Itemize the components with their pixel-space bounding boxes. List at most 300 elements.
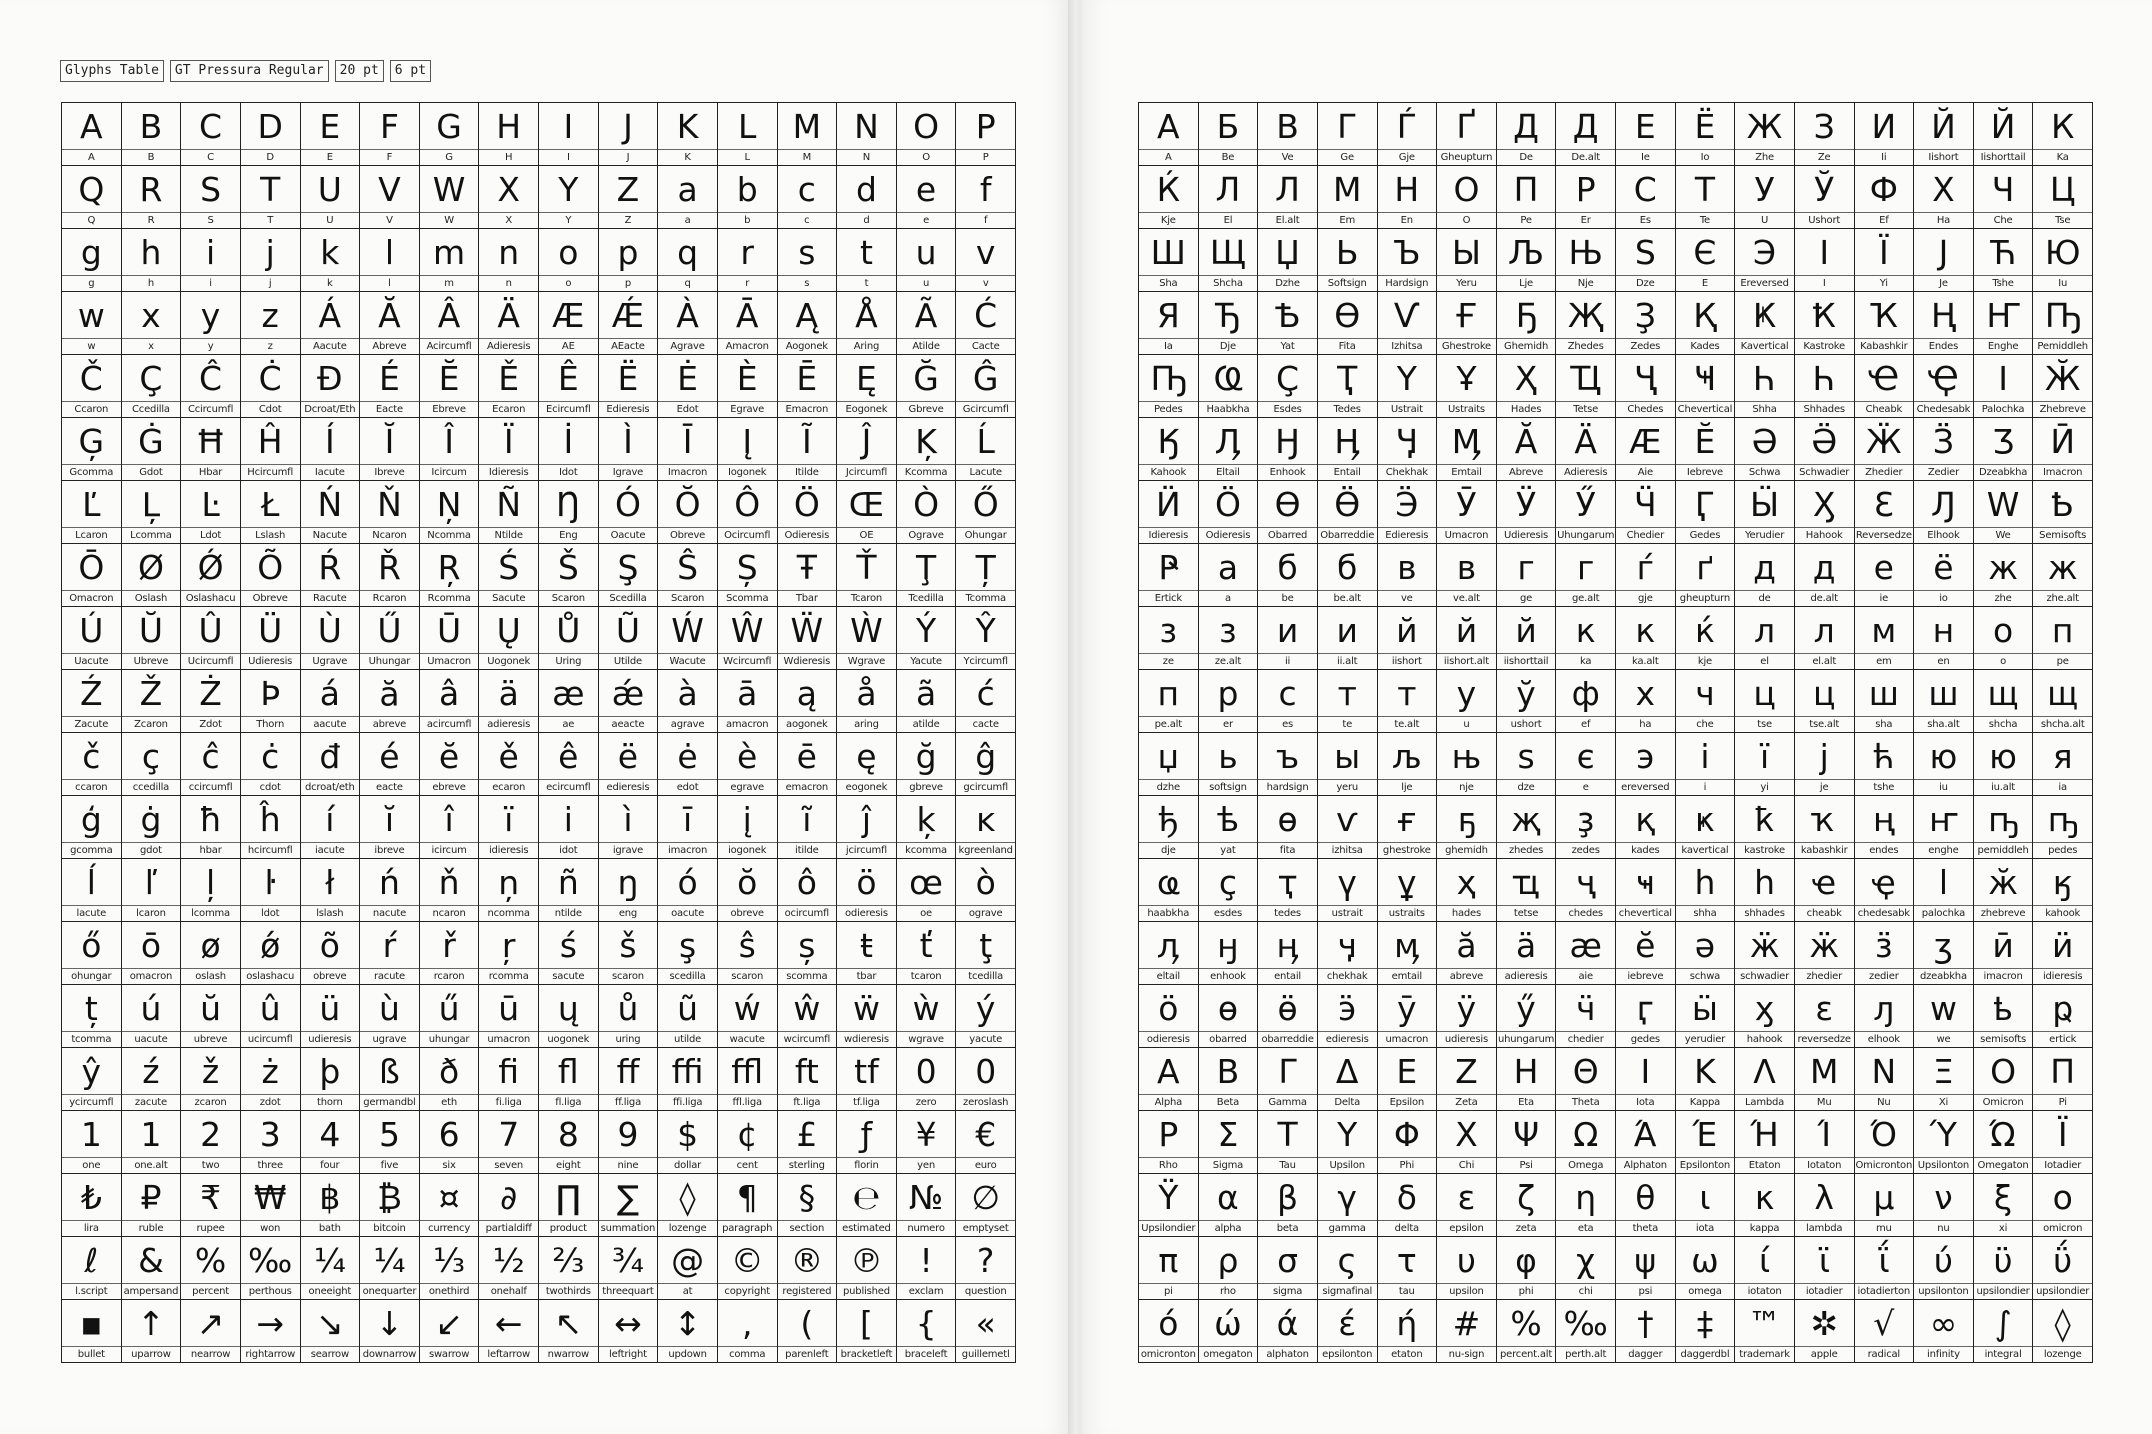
glyph-cell xyxy=(1497,1300,1557,1363)
glyph-char: Ų xyxy=(479,607,538,654)
glyph-char: Ā xyxy=(718,292,777,339)
glyph-cell xyxy=(1735,796,1795,859)
glyph-name: Gcircumfl xyxy=(962,403,1009,415)
glyph-cell xyxy=(1616,1111,1676,1174)
glyph-name: omacron xyxy=(129,970,173,982)
glyph-char: 5 xyxy=(360,1111,419,1158)
glyph-name: Scaron xyxy=(671,592,705,604)
glyph-name: pe xyxy=(2056,655,2069,667)
glyph-cell xyxy=(122,1237,182,1300)
glyph-cell xyxy=(1258,103,1318,166)
glyph-cell xyxy=(718,1237,778,1300)
glyph-char: ή xyxy=(1378,1300,1437,1347)
glyph-cell xyxy=(658,229,718,292)
glyph-name: chi xyxy=(1578,1285,1593,1297)
glyph-char: ψ xyxy=(1616,1237,1675,1284)
glyph-cell xyxy=(778,607,838,670)
glyph-char: ↗ xyxy=(181,1300,240,1347)
glyph-char: Ŀ xyxy=(181,481,240,528)
glyph-cell xyxy=(1437,733,1497,796)
glyph-char: п xyxy=(1139,670,1198,717)
glyph-cell xyxy=(718,229,778,292)
glyph-cell xyxy=(1914,1048,1974,1111)
glyph-char: Ĕ xyxy=(420,355,479,402)
glyph-name: oslashacu xyxy=(246,970,295,982)
glyph-name: Odieresis xyxy=(784,529,830,541)
glyph-name: percent xyxy=(192,1285,230,1297)
glyph-char: ά xyxy=(1258,1300,1317,1347)
glyph-name: Tcaron xyxy=(850,592,883,604)
glyph-name: haabkha xyxy=(1147,907,1190,919)
glyph-name: be xyxy=(1281,592,1294,604)
glyph-char: Ç xyxy=(122,355,181,402)
glyph-name: E xyxy=(326,151,333,163)
glyph-cell xyxy=(778,292,838,355)
glyph-name: Hahook xyxy=(1805,529,1843,541)
glyph-cell xyxy=(1199,544,1259,607)
glyph-name: Softsign xyxy=(1327,277,1367,289)
glyph-cell xyxy=(897,1300,957,1363)
glyph-cell xyxy=(181,1174,241,1237)
glyph-char: ǿ xyxy=(241,922,300,969)
glyph-name: U xyxy=(326,214,334,226)
glyph-name: e xyxy=(923,214,930,226)
glyph-cell xyxy=(1139,733,1199,796)
glyph-char: ў xyxy=(1497,670,1556,717)
glyph-char: C xyxy=(181,103,240,150)
glyph-name: partialdiff xyxy=(485,1222,532,1234)
glyph-name: chekhak xyxy=(1326,970,1368,982)
glyph-name: Tcedilla xyxy=(908,592,944,604)
glyph-name: aeacte xyxy=(611,718,645,730)
glyph-name: Enghe xyxy=(1987,340,2019,352)
glyph-cell xyxy=(181,733,241,796)
glyph-cell xyxy=(956,229,1016,292)
glyph-char: ft xyxy=(778,1048,837,1095)
glyph-char: W xyxy=(420,166,479,213)
glyph-name: Xi xyxy=(1938,1096,1949,1108)
glyph-name: uparrow xyxy=(131,1348,171,1360)
glyph-cell xyxy=(1437,859,1497,922)
glyph-name: Zhebreve xyxy=(2039,403,2086,415)
glyph-char: в xyxy=(1437,544,1496,591)
glyph-cell xyxy=(599,166,659,229)
glyph-cell xyxy=(301,796,361,859)
glyph-cell xyxy=(360,1300,420,1363)
glyph-cell xyxy=(1437,1237,1497,1300)
glyph-name: Zacute xyxy=(74,718,109,730)
glyph-char: Љ xyxy=(1497,229,1556,276)
glyph-name: Cheabk xyxy=(1865,403,1903,415)
glyph-name: psi xyxy=(1638,1285,1653,1297)
glyph-char: ŵ xyxy=(778,985,837,1032)
glyph-name: O xyxy=(922,151,930,163)
glyph-name: Iotadier xyxy=(2044,1159,2082,1171)
glyph-char: s xyxy=(778,229,837,276)
glyph-char: √ xyxy=(1855,1300,1914,1347)
glyph-cell xyxy=(1676,418,1736,481)
glyph-char: 0 xyxy=(956,1048,1015,1095)
glyph-name: sigma xyxy=(1272,1285,1303,1297)
glyph-cell xyxy=(956,796,1016,859)
glyph-char: 1 xyxy=(122,1111,181,1158)
glyph-cell xyxy=(1139,985,1199,1048)
glyph-char: Ě xyxy=(479,355,538,402)
glyph-cell xyxy=(241,1300,301,1363)
glyph-cell xyxy=(301,292,361,355)
glyph-cell xyxy=(420,166,480,229)
glyph-cell xyxy=(360,355,420,418)
glyph-name: Chi xyxy=(1458,1159,1475,1171)
glyph-cell xyxy=(1616,166,1676,229)
glyph-char: Ӊ xyxy=(1318,418,1377,465)
glyph-char: Ђ xyxy=(1199,292,1258,339)
glyph-name: ubreve xyxy=(193,1033,228,1045)
glyph-name: Yerudier xyxy=(1744,529,1785,541)
glyph-cell xyxy=(1974,859,2034,922)
glyph-char: в xyxy=(1378,544,1437,591)
glyph-cell xyxy=(1378,544,1438,607)
glyph-cell xyxy=(1616,1300,1676,1363)
glyph-name: Edieresis xyxy=(1385,529,1429,541)
glyph-name: Ncomma xyxy=(427,529,471,541)
glyph-char: ฿ xyxy=(301,1174,360,1221)
glyph-char: æ xyxy=(539,670,598,717)
glyph-cell xyxy=(420,796,480,859)
glyph-name: Chedes xyxy=(1627,403,1664,415)
glyph-cell xyxy=(62,544,122,607)
glyph-cell xyxy=(1974,418,2034,481)
glyph-cell xyxy=(1378,481,1438,544)
glyph-char: Ӏ xyxy=(1974,355,2033,402)
glyph-char: ҹ xyxy=(1616,859,1675,906)
glyph-name: Ha xyxy=(1936,214,1951,226)
glyph-char: Υ xyxy=(1318,1111,1377,1158)
glyph-name: mu xyxy=(1875,1222,1892,1234)
glyph-char: Ρ xyxy=(1139,1111,1198,1158)
glyph-name: lacute xyxy=(76,907,107,919)
glyph-name: dagger xyxy=(1628,1348,1663,1360)
glyph-name: Scaron xyxy=(551,592,585,604)
glyph-char: % xyxy=(181,1237,240,1284)
glyph-name: ghestroke xyxy=(1382,844,1431,856)
glyph-cell xyxy=(1735,292,1795,355)
glyph-char: ѓ xyxy=(1616,544,1675,591)
glyph-cell xyxy=(1855,1237,1915,1300)
glyph-cell xyxy=(181,418,241,481)
glyph-name: Ushort xyxy=(1808,214,1841,226)
glyph-name: adieresis xyxy=(1504,970,1548,982)
glyph-char: Ώ xyxy=(1974,1111,2033,1158)
glyph-name: Z xyxy=(624,214,632,226)
glyph-name: tbar xyxy=(856,970,877,982)
left-page xyxy=(0,0,1070,1434)
glyph-cell xyxy=(420,103,480,166)
glyph-char: Τ xyxy=(1258,1111,1317,1158)
glyph-cell xyxy=(1199,859,1259,922)
glyph-cell xyxy=(658,166,718,229)
glyph-name: uogonek xyxy=(547,1033,590,1045)
glyph-char: ӏ xyxy=(1914,859,1973,906)
glyph-name: Oacute xyxy=(610,529,646,541)
glyph-char: ĵ xyxy=(837,796,896,843)
glyph-char: Ӂ xyxy=(2033,355,2092,402)
glyph-cell xyxy=(1855,166,1915,229)
glyph-cell xyxy=(599,418,659,481)
glyph-name: Omacron xyxy=(69,592,114,604)
glyph-cell xyxy=(1914,1111,1974,1174)
glyph-cell xyxy=(599,733,659,796)
glyph-cell xyxy=(1795,292,1855,355)
glyph-cell xyxy=(360,1237,420,1300)
glyph-char: õ xyxy=(301,922,360,969)
glyph-char: d xyxy=(837,166,896,213)
glyph-name: oacute xyxy=(671,907,705,919)
glyph-char: ĉ xyxy=(181,733,240,780)
glyph-char: Ҝ xyxy=(1735,292,1794,339)
glyph-char: ₹ xyxy=(181,1174,240,1221)
glyph-cell xyxy=(956,292,1016,355)
glyph-char: Ϊ xyxy=(2033,1111,2092,1158)
glyph-char: Џ xyxy=(1258,229,1317,276)
glyph-name: o xyxy=(565,277,572,289)
glyph-cell xyxy=(360,922,420,985)
glyph-cell xyxy=(479,985,539,1048)
glyph-char: Ӭ xyxy=(1378,481,1437,528)
glyph-name: estimated xyxy=(842,1222,891,1234)
glyph-char: т xyxy=(1318,670,1377,717)
glyph-cell xyxy=(479,796,539,859)
glyph-char: ņ xyxy=(479,859,538,906)
glyph-char: Е xyxy=(1616,103,1675,150)
glyph-cell xyxy=(897,355,957,418)
glyph-char: Η xyxy=(1497,1048,1556,1095)
glyph-name: dzeabkha xyxy=(1919,970,1967,982)
glyph-name: Pedes xyxy=(1154,403,1183,415)
glyph-char: э xyxy=(1616,733,1675,780)
glyph-name: comma xyxy=(729,1348,766,1360)
glyph-char: ù xyxy=(360,985,419,1032)
glyph-char: Ğ xyxy=(897,355,956,402)
glyph-name: integral xyxy=(1984,1348,2022,1360)
glyph-name: El xyxy=(1223,214,1233,226)
glyph-cell xyxy=(718,1174,778,1237)
glyph-name: Abreve xyxy=(1509,466,1544,478)
glyph-cell xyxy=(1497,985,1557,1048)
glyph-name: ncaron xyxy=(432,907,466,919)
glyph-cell xyxy=(479,1300,539,1363)
glyph-cell xyxy=(1795,103,1855,166)
glyph-char: ӈ xyxy=(1199,922,1258,969)
glyph-char: ӷ xyxy=(1616,985,1675,1032)
glyph-char: к xyxy=(1556,607,1615,654)
glyph-name: Fita xyxy=(1338,340,1356,352)
glyph-cell xyxy=(1974,796,2034,859)
glyph-cell xyxy=(599,1048,659,1111)
glyph-cell xyxy=(718,1300,778,1363)
glyph-name: sterling xyxy=(788,1159,825,1171)
glyph-cell xyxy=(479,418,539,481)
glyph-name: oneeight xyxy=(308,1285,352,1297)
glyph-cell xyxy=(1378,1300,1438,1363)
glyph-cell xyxy=(241,1174,301,1237)
glyph-name: ha xyxy=(1639,718,1652,730)
glyph-name: Epsilon xyxy=(1389,1096,1425,1108)
glyph-cell xyxy=(2033,1237,2093,1300)
glyph-cell xyxy=(599,544,659,607)
glyph-char: Э xyxy=(1735,229,1794,276)
glyph-name: D xyxy=(266,151,274,163)
glyph-name: iotadier xyxy=(1805,1285,1843,1297)
glyph-char: ӌ xyxy=(1318,922,1377,969)
glyph-char: Ҧ xyxy=(1139,355,1198,402)
glyph-name: schwa xyxy=(1689,970,1721,982)
glyph-name: Aie xyxy=(1637,466,1653,478)
glyph-char: & xyxy=(122,1237,181,1284)
glyph-name: Ereversed xyxy=(1740,277,1789,289)
glyph-name: idieresis xyxy=(488,844,529,856)
glyph-cell xyxy=(1437,481,1497,544)
glyph-cell xyxy=(837,1048,897,1111)
glyph-cell xyxy=(837,355,897,418)
glyph-name: w xyxy=(87,340,96,352)
glyph-name: Agrave xyxy=(670,340,705,352)
glyph-char: я xyxy=(2033,733,2092,780)
glyph-cell xyxy=(1437,796,1497,859)
glyph-char: л xyxy=(1735,607,1794,654)
glyph-char: Ŧ xyxy=(778,544,837,591)
glyph-name: edieresis xyxy=(1325,1033,1369,1045)
glyph-name: Alpha xyxy=(1154,1096,1183,1108)
glyph-char: § xyxy=(778,1174,837,1221)
glyph-char: Ǽ xyxy=(599,292,658,339)
header-label: Glyphs Table xyxy=(60,60,164,82)
glyph-cell xyxy=(658,1174,718,1237)
glyph-char: Ŕ xyxy=(301,544,360,591)
glyph-cell xyxy=(479,229,539,292)
glyph-cell xyxy=(1378,985,1438,1048)
glyph-char: ρ xyxy=(1199,1237,1258,1284)
glyph-char: é xyxy=(360,733,419,780)
glyph-char: Т xyxy=(1676,166,1735,213)
glyph-name: Sigma xyxy=(1212,1159,1244,1171)
glyph-cell xyxy=(1914,1237,1974,1300)
glyph-cell xyxy=(837,103,897,166)
glyph-cell xyxy=(539,733,599,796)
glyph-char: Y xyxy=(539,166,598,213)
glyph-cell xyxy=(122,292,182,355)
glyph-cell xyxy=(658,859,718,922)
glyph-name: Scedilla xyxy=(609,592,647,604)
glyph-char: μ xyxy=(1855,1174,1914,1221)
glyph-char: Ŏ xyxy=(658,481,717,528)
glyph-name: iishort xyxy=(1391,655,1422,667)
glyph-char: ŏ xyxy=(718,859,777,906)
glyph-cell xyxy=(420,670,480,733)
glyph-name: Zcaron xyxy=(134,718,168,730)
glyph-char: й xyxy=(1497,607,1556,654)
glyph-char: Ň xyxy=(360,481,419,528)
glyph-cell xyxy=(599,1300,659,1363)
glyph-char: ↙ xyxy=(420,1300,479,1347)
glyph-char: Ę xyxy=(837,355,896,402)
glyph-cell xyxy=(1616,985,1676,1048)
glyph-cell xyxy=(1795,796,1855,859)
glyph-cell xyxy=(1378,607,1438,670)
glyph-char: Ү xyxy=(1378,355,1437,402)
glyph-name: hardsign xyxy=(1266,781,1309,793)
glyph-cell xyxy=(1556,1237,1616,1300)
glyph-char: , xyxy=(718,1300,777,1347)
glyph-name: zhedier xyxy=(1806,970,1843,982)
glyph-cell xyxy=(1556,985,1616,1048)
glyph-name: ucircumfl xyxy=(247,1033,293,1045)
glyph-name: Wdieresis xyxy=(783,655,831,667)
glyph-char: Δ xyxy=(1318,1048,1377,1095)
glyph-name: iotadierton xyxy=(1857,1285,1911,1297)
glyph-char: Ҡ xyxy=(1855,292,1914,339)
glyph-cell xyxy=(360,796,420,859)
glyph-char: ц xyxy=(1795,670,1854,717)
glyph-char: [ xyxy=(837,1300,896,1347)
glyph-name: Ghemidh xyxy=(1504,340,1549,352)
glyph-cell xyxy=(122,985,182,1048)
glyph-name: infinity xyxy=(1927,1348,1960,1360)
glyph-cell xyxy=(1497,355,1557,418)
glyph-name: epsilon xyxy=(1449,1222,1484,1234)
glyph-char: o xyxy=(539,229,598,276)
glyph-cell xyxy=(658,544,718,607)
glyph-name: bitcoin xyxy=(373,1222,406,1234)
glyph-name: Kappa xyxy=(1689,1096,1721,1108)
glyph-cell xyxy=(301,166,361,229)
glyph-char: ө xyxy=(1199,985,1258,1032)
glyph-char: k xyxy=(301,229,360,276)
glyph-name: omega xyxy=(1688,1285,1722,1297)
glyph-char: ś xyxy=(539,922,598,969)
glyph-name: Iu xyxy=(2058,277,2068,289)
glyph-char: Ҥ xyxy=(1974,292,2033,339)
glyph-char: з xyxy=(1139,607,1198,654)
glyph-char: Å xyxy=(837,292,896,339)
glyph-name: Hcircumfl xyxy=(247,466,294,478)
glyph-char: † xyxy=(1616,1300,1675,1347)
glyph-cell xyxy=(658,355,718,418)
glyph-cell xyxy=(1199,985,1259,1048)
glyph-name: ge.alt xyxy=(1572,592,1600,604)
glyph-name: Hbar xyxy=(198,466,223,478)
glyph-name: zdot xyxy=(259,1096,281,1108)
glyph-char: ŕ xyxy=(360,922,419,969)
glyph-cell xyxy=(1318,229,1378,292)
glyph-name: A xyxy=(87,151,95,163)
glyph-cell xyxy=(1258,733,1318,796)
glyph-char: Κ xyxy=(1676,1048,1735,1095)
glyph-char: Έ xyxy=(1676,1111,1735,1158)
glyph-cell xyxy=(360,103,420,166)
glyph-name: sacute xyxy=(552,970,585,982)
glyph-char: Ĝ xyxy=(956,355,1015,402)
glyph-name: Ccaron xyxy=(74,403,109,415)
glyph-cell xyxy=(658,481,718,544)
glyph-cell xyxy=(1258,355,1318,418)
glyph-char: Ë xyxy=(599,355,658,402)
glyph-cell xyxy=(778,985,838,1048)
glyph-name: Ustrait xyxy=(1390,403,1423,415)
glyph-char: һ xyxy=(1735,859,1794,906)
glyph-name: Oslash xyxy=(134,592,168,604)
glyph-cell xyxy=(1616,355,1676,418)
